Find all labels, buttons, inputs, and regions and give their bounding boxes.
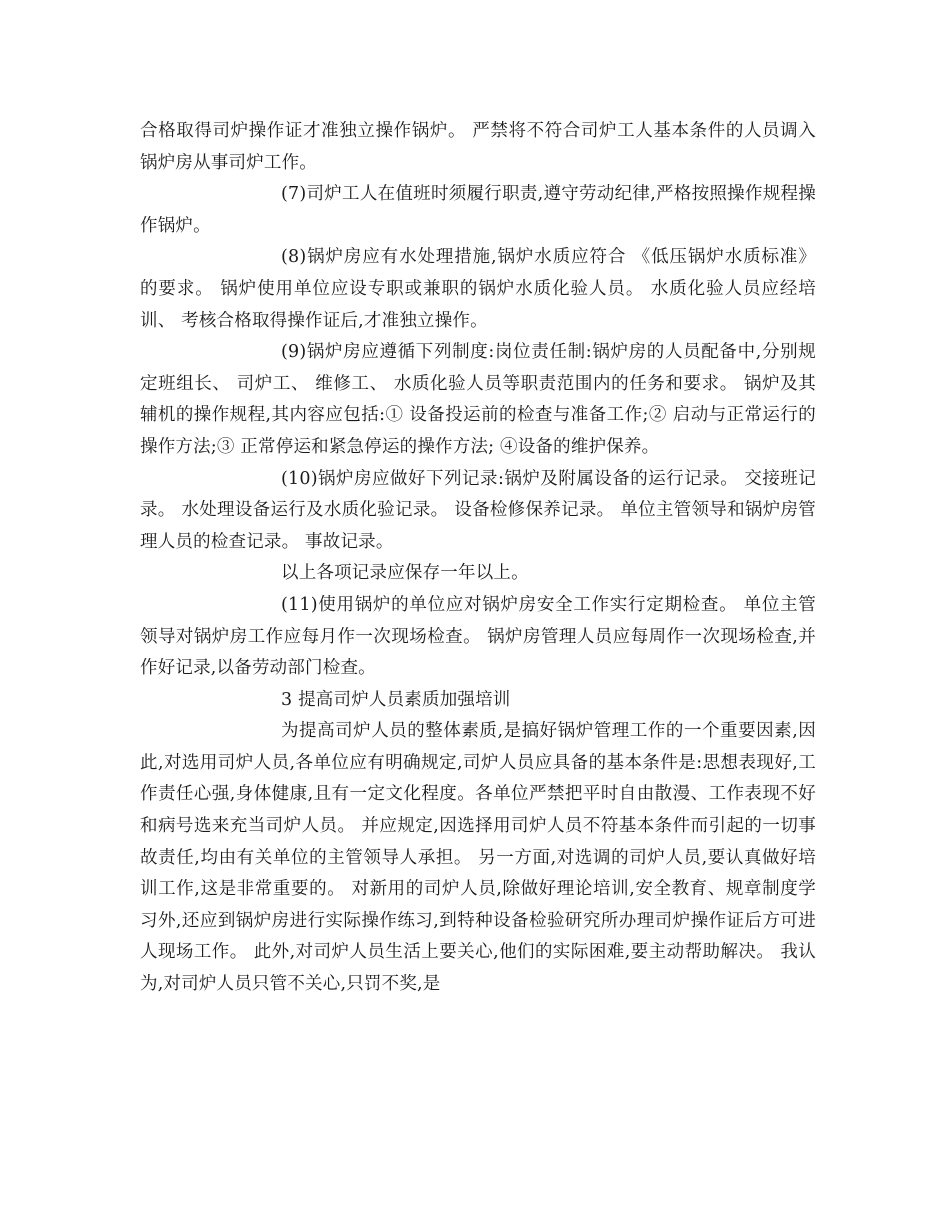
paragraph-item-11: (11)使用锅炉的单位应对锅炉房安全工作实行定期检查。 单位主管领导对锅炉房工作应每月作一次现场检查。 锅炉房管理人员应每周作一次现场检查,并作好记录,以备劳动部门检查。 <box>140 594 816 679</box>
paragraph-item-10: (10)锅炉房应做好下列记录:锅炉及附属设备的运行记录。 交接班记录。 水处理设备运行及水质化验记录。 设备检修保养记录。 单位主管领导和锅炉房管理人员的检查记录。 事故记录。 <box>140 468 816 552</box>
paragraph-record-retention: 以上各项记录应保存一年以上。 <box>281 563 529 584</box>
paragraph-body: 为提高司炉人员的整体素质,是搞好锅炉管理工作的一个重要因素,因此,对选用司炉人员,各单位应有明确规定,司炉人员应具备的基本条件是:思想表现好,工作责任心强,身体健康,且有一定文化程度。各单位严禁把平时自由散漫、工作表现不好和病号选来充当司炉人员。 并应规定,因选择用司炉人员不符基本条件而引起的一切事故责任,均由有关单位的主管领导人承担。 另一方面,对选调的司炉人员,要认真做好培训工作,这是非常重要的。 对新用的司炉人员,除做好理论培训,安全教育、规章制度学习外,还应到锅炉房进行实际操作练习,到特种设备检验研究所办理司炉操作证后方可进人现场工作。 此外,对司炉人员生活上要关心,他们的实际困难,要主动帮助解决。 我认为,对司炉人员只管不关心,只罚不奖,是 <box>140 721 816 995</box>
document-body <box>140 116 816 1001</box>
section-heading: 3 提高司炉人员素质加强培训 <box>281 689 511 710</box>
paragraph-item-9: (9)锅炉房应遵循下列制度:岗位责任制:锅炉房的人员配备中,分别规定班组长、 司炉工、 维修工、 水质化验人员等职责范围内的任务和要求。 锅炉及其辅机的操作规程,其内容应包括:① 设备投运前的检查与准备工作;② 启动与正常运行的操作方法;③ 正常停运和紧急停运的操作方法; ④设备的维护保养。 <box>140 342 816 457</box>
paragraph-item-7: (7)司炉工人在值班时须履行职责,遵守劳动纪律,严格按照操作规程操作锅炉。 <box>140 184 816 236</box>
paragraph-item-8: (8)锅炉房应有水处理措施,锅炉水质应符合 《低压锅炉水质标准》 的要求。 锅炉使用单位应设专职或兼职的锅炉水质化验人员。 水质化验人员应经培训、 考核合格取得操作证后,才准独立操作。 <box>140 247 816 331</box>
paragraph-continuation: 合格取得司炉操作证才准独立操作锅炉。 严禁将不符合司炉工人基本条件的人员调入锅炉房从事司炉工作。 <box>140 121 816 173</box>
